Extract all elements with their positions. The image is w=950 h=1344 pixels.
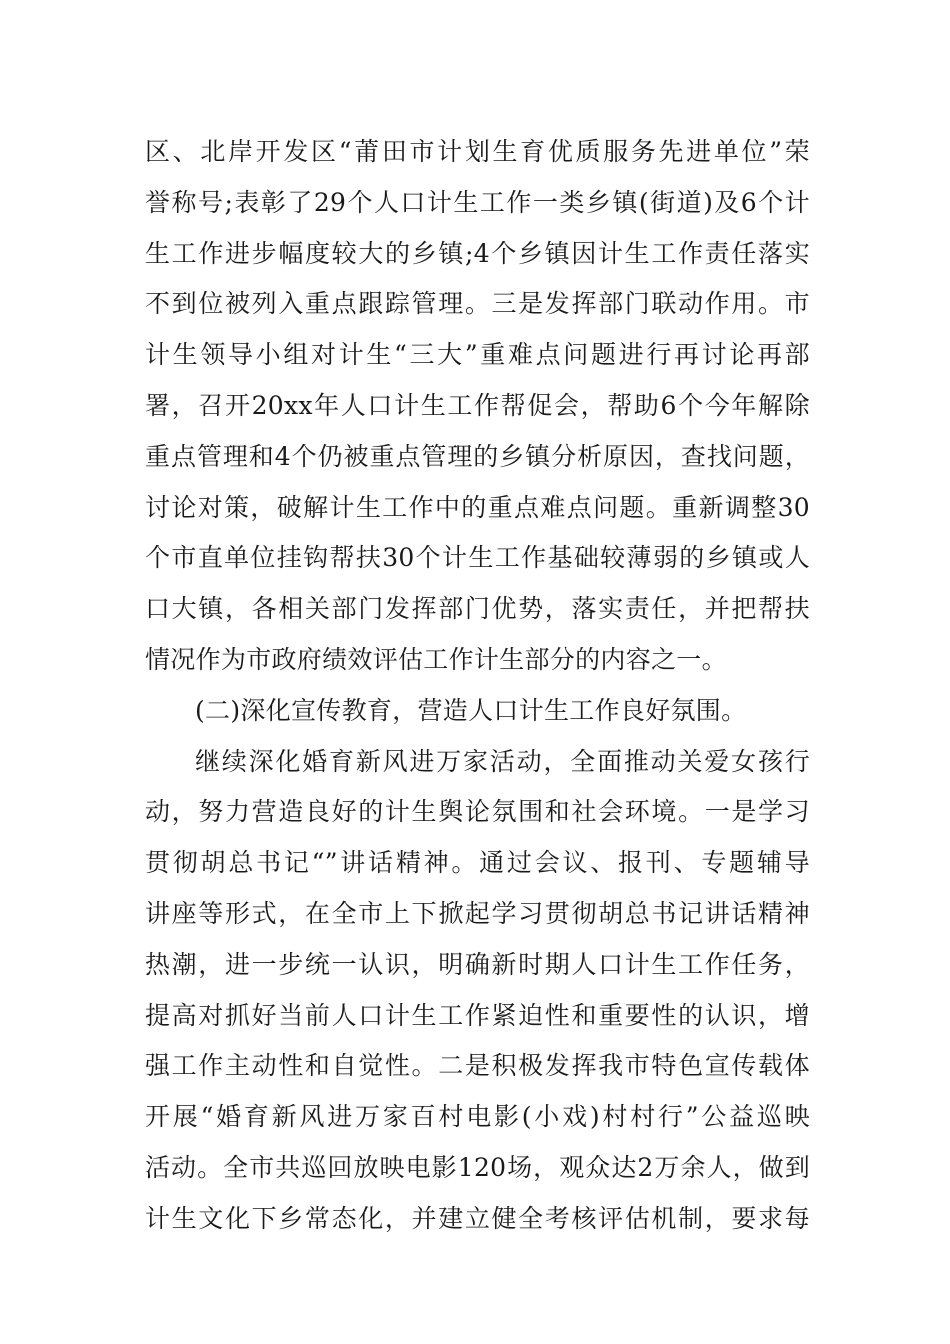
text-line: 贯彻胡总书记“”讲话精神。通过会议、报刊、专题辅导 xyxy=(145,848,810,878)
text-line: 活动。全市共巡回放映电影120场，观众达2万余人，做到 xyxy=(145,1152,810,1182)
text-line: 热潮，进一步统一认识，明确新时期人口计生工作任务， xyxy=(145,949,810,979)
text-line: 署，召开20xx年人口计生工作帮促会，帮助6个今年解除 xyxy=(145,390,810,420)
body-text xyxy=(145,127,810,1245)
text-line: 计生领导小组对计生“三大”重难点问题进行再讨论再部 xyxy=(145,340,810,370)
text-line: 生工作进步幅度较大的乡镇;4个乡镇因计生工作责任落实 xyxy=(145,238,810,268)
text-line: 强工作主动性和自觉性。二是积极发挥我市特色宣传载体 xyxy=(145,1051,810,1081)
text-line: 区、北岸开发区“莆田市计划生育优质服务先进单位”荣 xyxy=(145,137,810,166)
text-line: 继续深化婚育新风进万家活动，全面推动关爱女孩行 xyxy=(195,746,810,776)
text-line: 口大镇，各相关部门发挥部门优势，落实责任，并把帮扶 xyxy=(145,594,810,624)
text-line: 重点管理和4个仍被重点管理的乡镇分析原因，查找问题， xyxy=(145,441,810,471)
text-line: 计生文化下乡常态化，并建立健全考核评估机制，要求每 xyxy=(145,1203,810,1233)
text-line: 讲座等形式，在全市上下掀起学习贯彻胡总书记讲话精神 xyxy=(145,898,810,928)
text-line: 不到位被列入重点跟踪管理。三是发挥部门联动作用。市 xyxy=(145,289,810,319)
text-line: 提高对抓好当前人口计生工作紧迫性和重要性的认识，增 xyxy=(145,1000,810,1030)
text-line: 讨论对策，破解计生工作中的重点难点问题。重新调整30 xyxy=(145,492,810,522)
text-line: 情况作为市政府绩效评估工作计生部分的内容之一。 xyxy=(145,644,727,674)
text-line: 誉称号;表彰了29个人口计生工作一类乡镇(街道)及6个计 xyxy=(145,187,810,217)
text-line: 动，努力营造良好的计生舆论氛围和社会环境。一是学习 xyxy=(145,797,810,827)
text-line: 个市直单位挂钩帮扶30个计生工作基础较薄弱的乡镇或人 xyxy=(145,543,810,573)
text-line: 开展“婚育新风进万家百村电影(小戏)村村行”公益巡映 xyxy=(145,1102,810,1132)
text-line: (二)深化宣传教育，营造人口计生工作良好氛围。 xyxy=(195,695,747,725)
